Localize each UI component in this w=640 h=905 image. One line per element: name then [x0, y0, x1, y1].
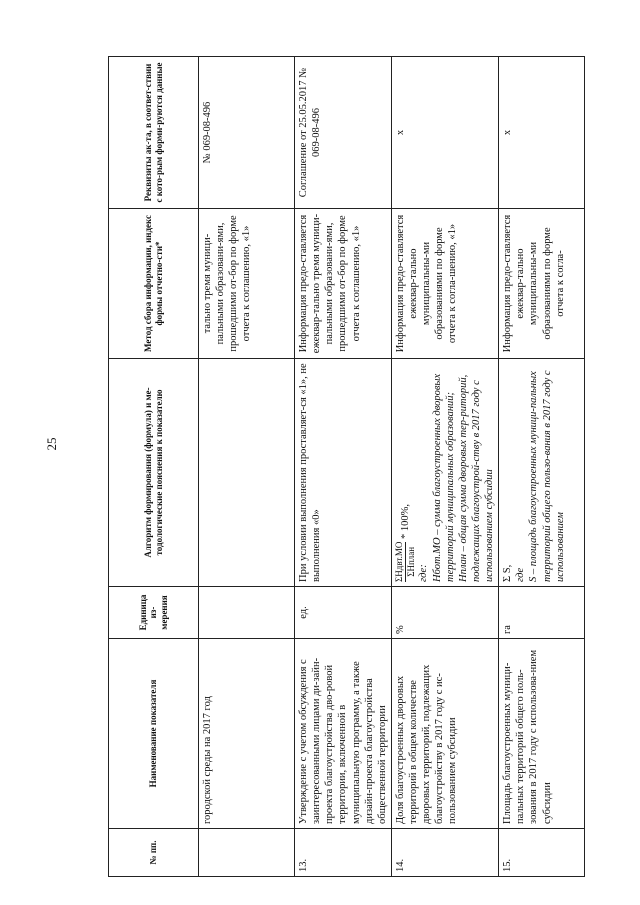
- cell-name: городской среды на 2017 год: [199, 639, 295, 829]
- cell-unit: га: [499, 587, 585, 639]
- cell-num: 13.: [295, 829, 392, 877]
- header-requisites: Реквизиты ак-та, в соответ-ствии с кото-рым форми-руются данные: [109, 57, 199, 209]
- cell-name: Доля благоустроенных дворовых территорий в общем количестве дворовых территорий, подлежащих благоустройству в 2017 году с ис-пользованием субсидии: [391, 639, 498, 829]
- cell-requisites: х: [391, 57, 498, 209]
- cell-algorithm: [499, 359, 585, 587]
- cell-unit: ед.: [295, 587, 392, 639]
- table-row: [499, 57, 585, 877]
- formula: Σ S,: [502, 564, 514, 582]
- formula-note: Нбот.МО – сумма благоустроенных дворовых территорий муниципальных образований; Нплан – общая сумма дворовых тер-риторий, подлежащих благоустрой-ству в 2017 году с использованием субсидии: [431, 373, 495, 582]
- header-method: Метод сбора информации, индекс формы отчетно-сти*: [109, 209, 199, 359]
- cell-num: 14.: [391, 829, 498, 877]
- formula-where: где: [515, 567, 527, 582]
- cell-method: тально тремя муници-пальными образовани-ями, прошедшими от-бор по форме отчета к соглашению, «1»: [199, 209, 295, 359]
- formula-note: S – площадь благоустроенных муници-пальных территорий общего пользо-вания в 2017 году с использованием: [528, 370, 566, 582]
- formula-tail: * 100%,: [400, 504, 412, 540]
- cell-requisites: № 069-08-496: [199, 57, 295, 209]
- cell-algorithm: [199, 359, 295, 587]
- table-header-row: [109, 57, 199, 877]
- cell-name: Утверждение с учетом обсуждения с заинтересованными лицами ди-зайн-проекта благоустройства дво-ровой территории, включенной в муниципальную программу, а также дизайн-проекта благоустройства общественной территории: [295, 639, 392, 829]
- cell-unit: [199, 587, 295, 639]
- cell-name: Площадь благоустроенных муници-пальных территорий общего поль-зования в 2017 году с использова-нием субсидии: [499, 639, 585, 829]
- formula-denominator: ΣНплан: [406, 546, 417, 577]
- cell-requisites: х: [499, 57, 585, 209]
- rotated-table-container: [108, 57, 580, 877]
- cell-num: [199, 829, 295, 877]
- cell-algorithm: [391, 359, 498, 587]
- indicators-table: [108, 56, 585, 877]
- header-num: № пп.: [109, 829, 199, 877]
- formula-where: где:: [418, 564, 430, 582]
- cell-requisites: Соглашение от 25.05.2017 № 069-08-496: [295, 57, 392, 209]
- header-unit: Единица из-мерения: [109, 587, 199, 639]
- cell-num: 15.: [499, 829, 585, 877]
- cell-unit: %: [391, 587, 498, 639]
- cell-method: Информация предо-ставляется ежеквар-тально муниципальны-ми образованиями по форме отчета к согла-: [499, 209, 585, 359]
- table-row: [391, 57, 498, 877]
- table-row: [199, 57, 295, 877]
- cell-method: Информация предо-ставляется ежеквар-тально тремя муници-пальными образовани-ями, прошедшими от-бор по форме отчета к соглашению, «1»: [295, 209, 392, 359]
- cell-algorithm: При условии выполнения проставляет-ся «1», не выполнения «0»: [295, 359, 392, 587]
- header-algorithm: Алгоритм формирования (формула) и ме-тодологические пояснения к показателю: [109, 359, 199, 587]
- formula-fraction: [394, 542, 418, 582]
- cell-method: Информация предо-ставляется ежеквар-тально муниципальны-ми образованиями по форме отчета к согла-шению, «1»: [391, 209, 498, 359]
- header-name: Наименование показателя: [109, 639, 199, 829]
- formula-numerator: ΣНдвт.МО: [394, 542, 406, 582]
- table-row: [295, 57, 392, 877]
- page-number: 25: [44, 437, 59, 451]
